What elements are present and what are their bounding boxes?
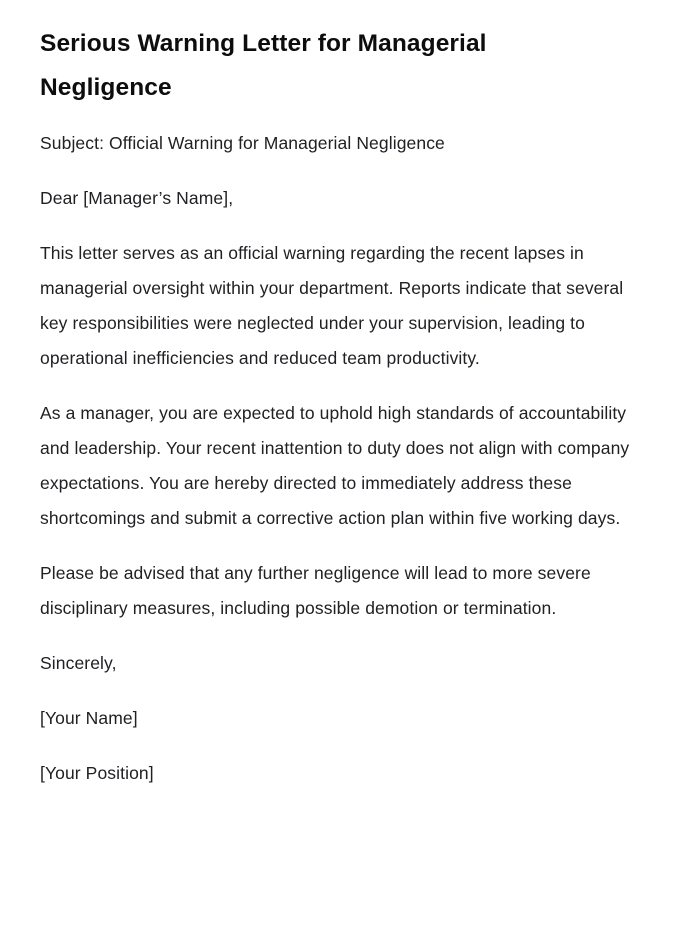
body-paragraph-3: Please be advised that any further negligence will lead to more severe disciplinary measures, including possible demotion or termination. xyxy=(40,563,591,618)
signature-position: [Your Position] xyxy=(40,763,154,783)
body-paragraph-1: This letter serves as an official warning regarding the recent lapses in managerial oversight within your department. Reports indicate that several key responsibilities were neglected under your supervision, leading to operational inefficiencies and reduced team productivity. xyxy=(40,243,624,368)
body-paragraph-2: As a manager, you are expected to uphold high standards of accountability and leadership. Your recent inattention to duty does not align with company expectations. You are hereby directed to immediately address these shortcomings and submit a corrective action plan within five working days. xyxy=(40,403,630,528)
letter-title: Serious Warning Letter for Managerial Negligence xyxy=(40,30,487,101)
signature-name: [Your Name] xyxy=(40,708,138,728)
salutation: Dear [Manager’s Name], xyxy=(40,188,234,208)
closing: Sincerely, xyxy=(40,653,117,673)
subject-line: Subject: Official Warning for Managerial Negligence xyxy=(40,133,445,153)
